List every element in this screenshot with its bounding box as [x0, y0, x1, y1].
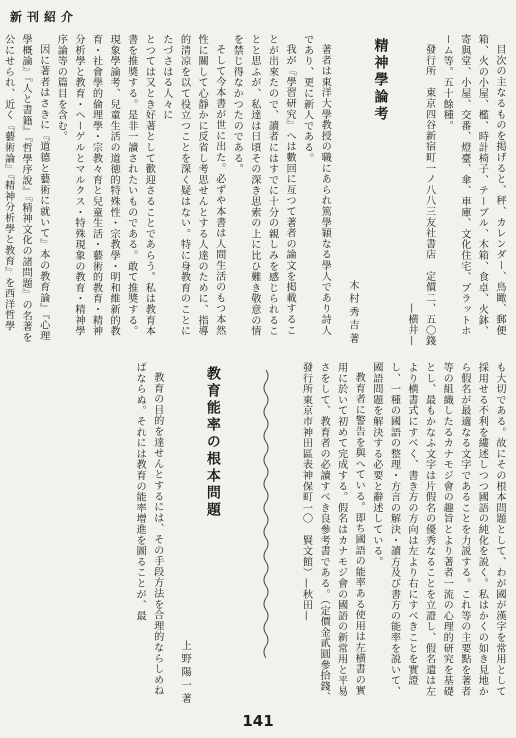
publisher-line: 發行所 東京四谷新宿町一ノ八八三友社書店 定價二、五〇錢 —横井—: [406, 43, 435, 357]
running-head: 新刊紹介: [10, 10, 79, 24]
article-paragraph: も大切である。故にその根本問題として、わが國が漢字を常用として採用せる不利を縷述しつつ國語の純化を説く。私はかくの如き見地から假名が最適なる文字であることを力説する。これ等の主要點を著者等の組織したるカナモジ會の趣旨とより著者一流の心理的研究を基礎とし、最もかなふ文字は片假名の優秀なることを立證し、假名遣は左より横書式にすべく、書き方の方向は左より右にすべきことを實證し、一種の國語の整理・方言の解決・讀方及び書方の能率を説いて、國語問題を解決する必要と辭述している。: [370, 362, 505, 697]
article-author-kyoiku: 上野陽一著: [179, 640, 191, 706]
bottom-band: [8, 362, 508, 706]
top-paragraph: 目次の主なるものを掲げると、秤、カレンダー、鳥瞰、郵便箱、火の小屋、檻、時計椅子、テーブル、木箱、食卓、火鉢、寄與堂、小屋、交番、燈臺、傘、車庫、文化住宅、プラットホーム等。五十餘種。: [441, 34, 505, 337]
separator-rule: [235, 362, 297, 672]
article-paragraph: 我が『學習研究』へは數回に亙つて著者の論文を掲載することが出來たので、讀者にはすでに十分の親しみを感じられることと思ふが、私達は日頃その深き思索の上に比ひ難き敬意の情を禁じ得なかつたのである。: [231, 34, 296, 337]
article-paragraph: とつては又とき好著として歡迎さることであらう。私は教育本書を推奬する。是非一讀されたいものである。敢て推奬する。現象學論考、兒童生活の道徳的特殊性・宗教學・明和維新的教育・社會學的倫理學・宗教々育と兒童生活・藝術的教育・精神分析學と教育・ヘーゲルとマルクス・特殊現象の教育・精神學序論等の篇目を含む。: [55, 34, 155, 337]
page-number: 141: [242, 712, 274, 730]
article-title-kyoiku: 教育能率の根本問題: [204, 366, 221, 519]
wavy-rule-icon: [259, 370, 273, 666]
article-title-seishin: 精神學論考: [372, 38, 389, 123]
article-paragraph: 教育の目的を達せんとするには、その手段方法を合理的ならしめねばならぬ。それには教育の能率增進を圖ることが、最: [134, 362, 163, 697]
article-paragraph: 教育者に警告を與へている。即ち國語の能率ある使用は左横書の實用に於いて初めて完成する。假名はカナモジ會の國語の新常用と平易さをして、教育者の必讀すべき良參考書である。（定價金貳圓參拾錢、發行所東京市神田區表神保町一〇 賢文館）—秋田—: [300, 362, 365, 703]
top-band: [2, 34, 508, 357]
article-paragraph: 因に著者はさきに『道德と藝術に就いて』本の教育論』『心理學概論』『人と書籍』『哲學序說』『精神文化の諸問題』の名著を公にせられ、近く『藝術論』『精神分析學と教育』を西洋哲學: [2, 34, 49, 343]
article-paragraph: そして今本書が世に出た。必ずや本書は人間生活のもつ本然性に關して心靜かに反省し考思せんとする人達のために、指導的清凉を以て役立つことを深く疑はない。特に身教育のことにたづさはる人々に: [160, 34, 225, 337]
article-paragraph: 著者は東洋大學教授の職にあられ篤學穎なる學人であり詩人であり、更に新人である。: [301, 34, 331, 336]
article-author-seishin: 木村秀吉著: [346, 280, 358, 346]
